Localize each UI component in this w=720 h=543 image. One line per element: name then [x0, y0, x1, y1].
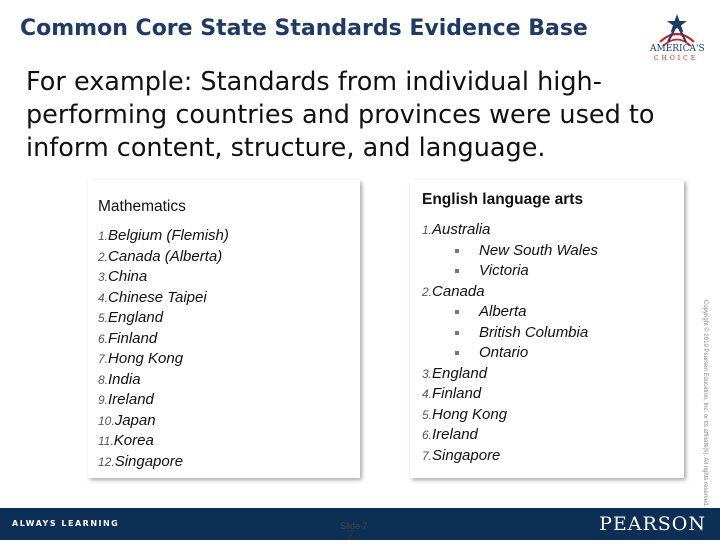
list-label: Finland: [432, 385, 482, 402]
slide-title: Common Core State Standards Evidence Base: [20, 16, 588, 41]
math-list-item: [98, 452, 229, 473]
list-number: 3.: [422, 366, 433, 381]
math-list-item: [98, 267, 229, 288]
math-list-item: [98, 247, 229, 268]
list-label: Hong Kong: [432, 405, 508, 423]
list-label: Ireland: [108, 391, 154, 408]
list-number: 2.: [422, 284, 433, 299]
list-label: Canada: [432, 282, 485, 300]
ela-list-item: [422, 425, 598, 446]
list-number: 3.: [98, 270, 109, 284]
list-label: India: [108, 370, 141, 388]
ela-list-item: [422, 405, 598, 426]
list-label: Finland: [108, 329, 158, 347]
logo-sub: CHOICE: [654, 55, 699, 62]
math-list-item: [98, 431, 229, 452]
list-number: 9.: [98, 393, 109, 407]
list-number: 5.: [422, 407, 433, 422]
list-label: Singapore: [432, 446, 501, 464]
intro-text: For example: Standards from individual high-performing countries and provinces were used to inform content, structure, and language.: [26, 67, 655, 163]
list-label: Canada (Alberta): [108, 247, 223, 265]
sub-label: British Columbia: [479, 323, 589, 341]
list-label: England: [108, 309, 164, 326]
ela-sub-item: [422, 323, 598, 344]
bullet-icon: [455, 351, 459, 355]
list-label: Belgium (Flemish): [108, 227, 229, 244]
list-label: China: [108, 268, 148, 285]
ela-list-item: [422, 384, 598, 405]
list-number: 1.: [422, 223, 433, 237]
math-list-item: [98, 308, 229, 329]
slide-label: Slide 7: [340, 521, 368, 531]
mathematics-title: Mathematics: [98, 198, 186, 215]
list-number: 4.: [422, 387, 433, 401]
list-number: 4.: [98, 290, 109, 305]
ela-sub-item: [422, 241, 598, 262]
list-label: Singapore: [114, 452, 184, 470]
math-list-item: [98, 349, 229, 370]
ela-title: English language arts: [422, 191, 584, 208]
list-label: Hong Kong: [108, 350, 184, 367]
sub-label: Ontario: [479, 344, 529, 361]
ela-list-item: [422, 282, 598, 303]
mathematics-panel: [88, 180, 360, 478]
bullet-icon: [455, 249, 459, 253]
ela-list: [422, 220, 598, 466]
math-list-item: [98, 329, 229, 350]
list-number: 10.: [98, 413, 115, 428]
bullet-icon: [455, 269, 459, 273]
sub-label: New South Wales: [479, 241, 598, 259]
slide-number: 7: [346, 527, 354, 543]
sub-label: Alberta: [479, 303, 527, 320]
footer-tagline: ALWAYS LEARNING: [12, 519, 120, 528]
ela-sub-item: [422, 261, 598, 282]
list-number: 7.: [422, 448, 433, 463]
pearson-logo: PEARSON: [599, 513, 706, 535]
list-label: Japan: [114, 411, 156, 429]
list-label: Korea: [113, 432, 154, 449]
ela-list-item: [422, 364, 598, 385]
logo-word: AMERICA'S: [650, 44, 705, 54]
list-number: 1.: [98, 229, 109, 243]
list-number: 6.: [422, 428, 433, 442]
math-list-item: [98, 390, 229, 411]
list-number: 7.: [98, 352, 109, 366]
list-label: Chinese Taipei: [108, 288, 207, 306]
math-list-item: [98, 370, 229, 391]
list-number: 8.: [98, 372, 109, 387]
ela-panel: [410, 180, 684, 478]
ela-list-item: [422, 220, 598, 241]
list-number: 2.: [98, 249, 109, 264]
ela-sub-item: [422, 302, 598, 323]
math-list-item: [98, 411, 229, 432]
list-label: England: [432, 364, 488, 382]
math-list-item: [98, 226, 229, 247]
sub-label: Victoria: [479, 262, 529, 279]
mathematics-list: [98, 226, 229, 472]
list-label: Australia: [432, 221, 491, 238]
copyright-notice: Copyright © 2010 Pearson Education, Inc. or its affiliate(s). All rights reserved.: [702, 300, 708, 508]
bullet-icon: [455, 331, 459, 335]
list-label: Ireland: [432, 426, 478, 443]
math-list-item: [98, 288, 229, 309]
ela-list-item: [422, 446, 598, 467]
bullet-icon: [455, 310, 459, 314]
ela-sub-item: [422, 343, 598, 364]
list-number: 12.: [98, 454, 115, 469]
list-number: 5.: [98, 311, 109, 325]
list-number: 6.: [98, 331, 109, 346]
list-number: 11.: [98, 434, 114, 448]
